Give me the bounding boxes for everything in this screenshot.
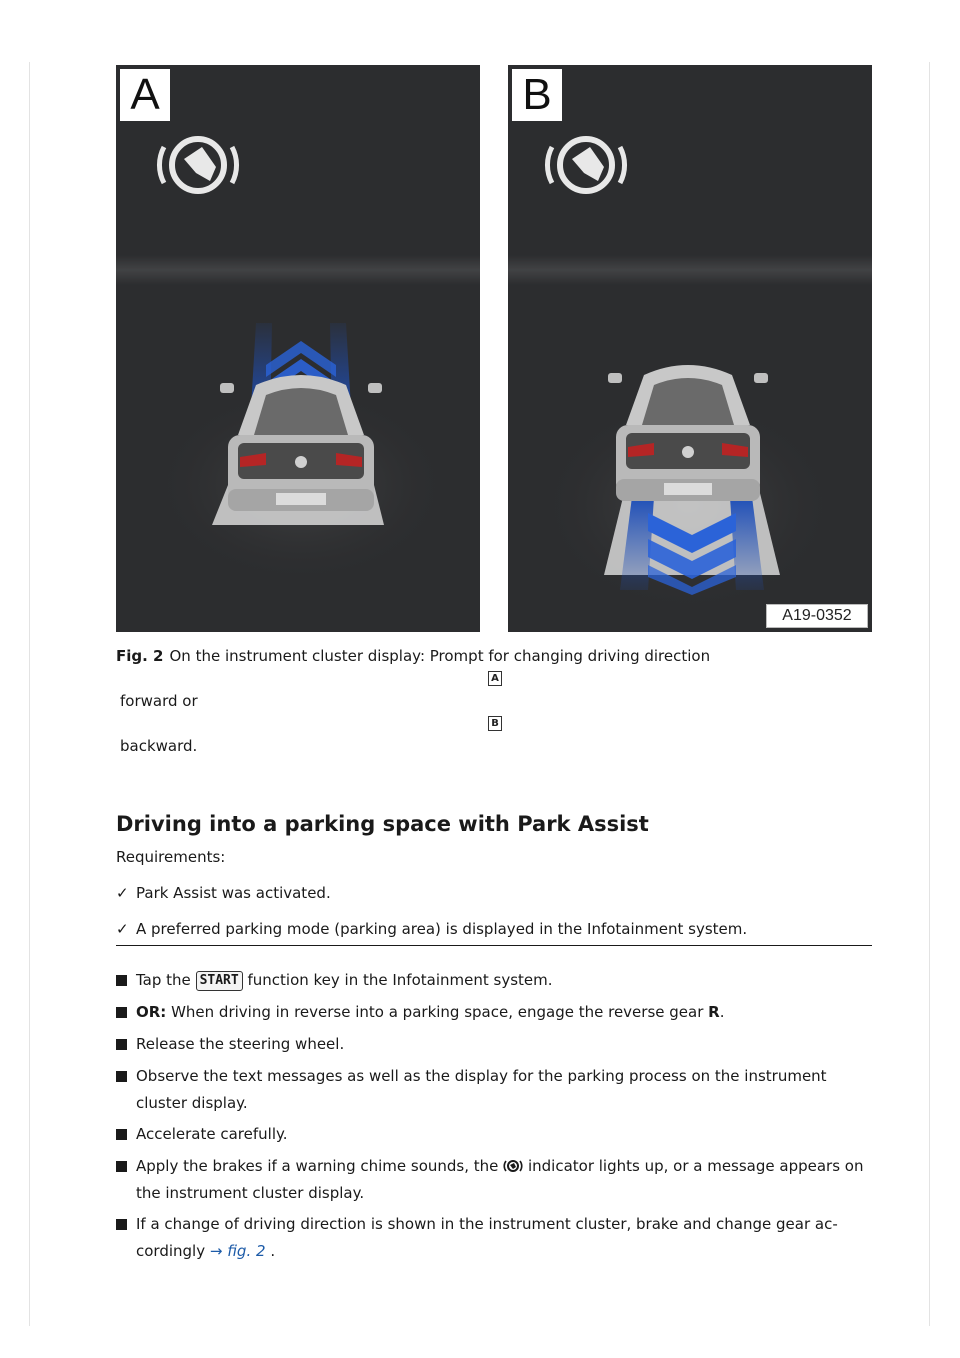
panel-a-illustration (116, 65, 480, 632)
step-text: Observe the text messages as well as the display for the parking process on the instrument cluster display. (136, 1067, 827, 1112)
step-text: OR: When driving in reverse into a parking space, engage the reverse gear R. (136, 1003, 725, 1021)
requirement-item (116, 884, 331, 902)
figure-link[interactable]: fig. 2 (227, 1242, 266, 1260)
figure-2 (116, 65, 872, 632)
item-b-text: backward. (120, 737, 198, 755)
square-bullet-icon (116, 1161, 127, 1172)
square-bullet-icon (116, 1071, 127, 1082)
car-rear-view (608, 365, 768, 501)
item-a-text: forward or (120, 692, 198, 710)
step-text: Apply the brakes if a warning chime sounds, the indicator lights up, or a message appears on the instrument cluster display. (136, 1157, 864, 1202)
square-bullet-icon (116, 1039, 127, 1050)
step-text: If a change of driving direction is shown in the instrument cluster, brake and change gear ac- cordingly → fig. 2 . (136, 1215, 838, 1260)
requirements-label: Requirements: (116, 848, 226, 866)
section-heading: Driving into a parking space with Park Assist (116, 812, 649, 836)
park-assist-icon (159, 139, 236, 191)
square-bullet-icon (116, 1007, 127, 1018)
step-text: Tap the START function key in the Infotainment system. (136, 971, 553, 989)
figure-caption (116, 646, 710, 666)
page-guide-left (29, 62, 30, 1326)
panel-b (508, 65, 872, 632)
caption-text: On the instrument cluster display: Prompt for changing driving direction (169, 647, 711, 665)
requirement-item (116, 920, 747, 938)
step-text: Accelerate carefully. (136, 1125, 288, 1143)
figure-code: A19-0352 (766, 604, 868, 628)
square-bullet-icon (116, 1219, 127, 1230)
item-b-box-label: B (488, 716, 502, 731)
panel-b-illustration (508, 65, 872, 632)
square-bullet-icon (116, 975, 127, 986)
park-assist-indicator-icon (503, 1158, 523, 1174)
start-key-icon: START (196, 971, 243, 991)
check-mark-icon: ✓ (116, 884, 129, 902)
panel-b-label: B (512, 69, 562, 121)
item-a-box-label: A (488, 671, 502, 686)
requirement-text: A preferred parking mode (parking area) is displayed in the Infotainment system. (136, 920, 748, 938)
arrow-right-icon: → (209, 1242, 223, 1260)
panel-a-label: A (120, 69, 170, 121)
square-bullet-icon (116, 1129, 127, 1140)
step-text: Release the steering wheel. (136, 1035, 345, 1053)
park-assist-icon (547, 139, 624, 191)
panel-a (116, 65, 480, 632)
figure-number: Fig. 2 (116, 647, 164, 665)
section-divider (116, 945, 872, 946)
check-mark-icon: ✓ (116, 920, 129, 938)
page-guide-right (929, 62, 930, 1326)
requirement-text: Park Assist was activated. (136, 884, 331, 902)
